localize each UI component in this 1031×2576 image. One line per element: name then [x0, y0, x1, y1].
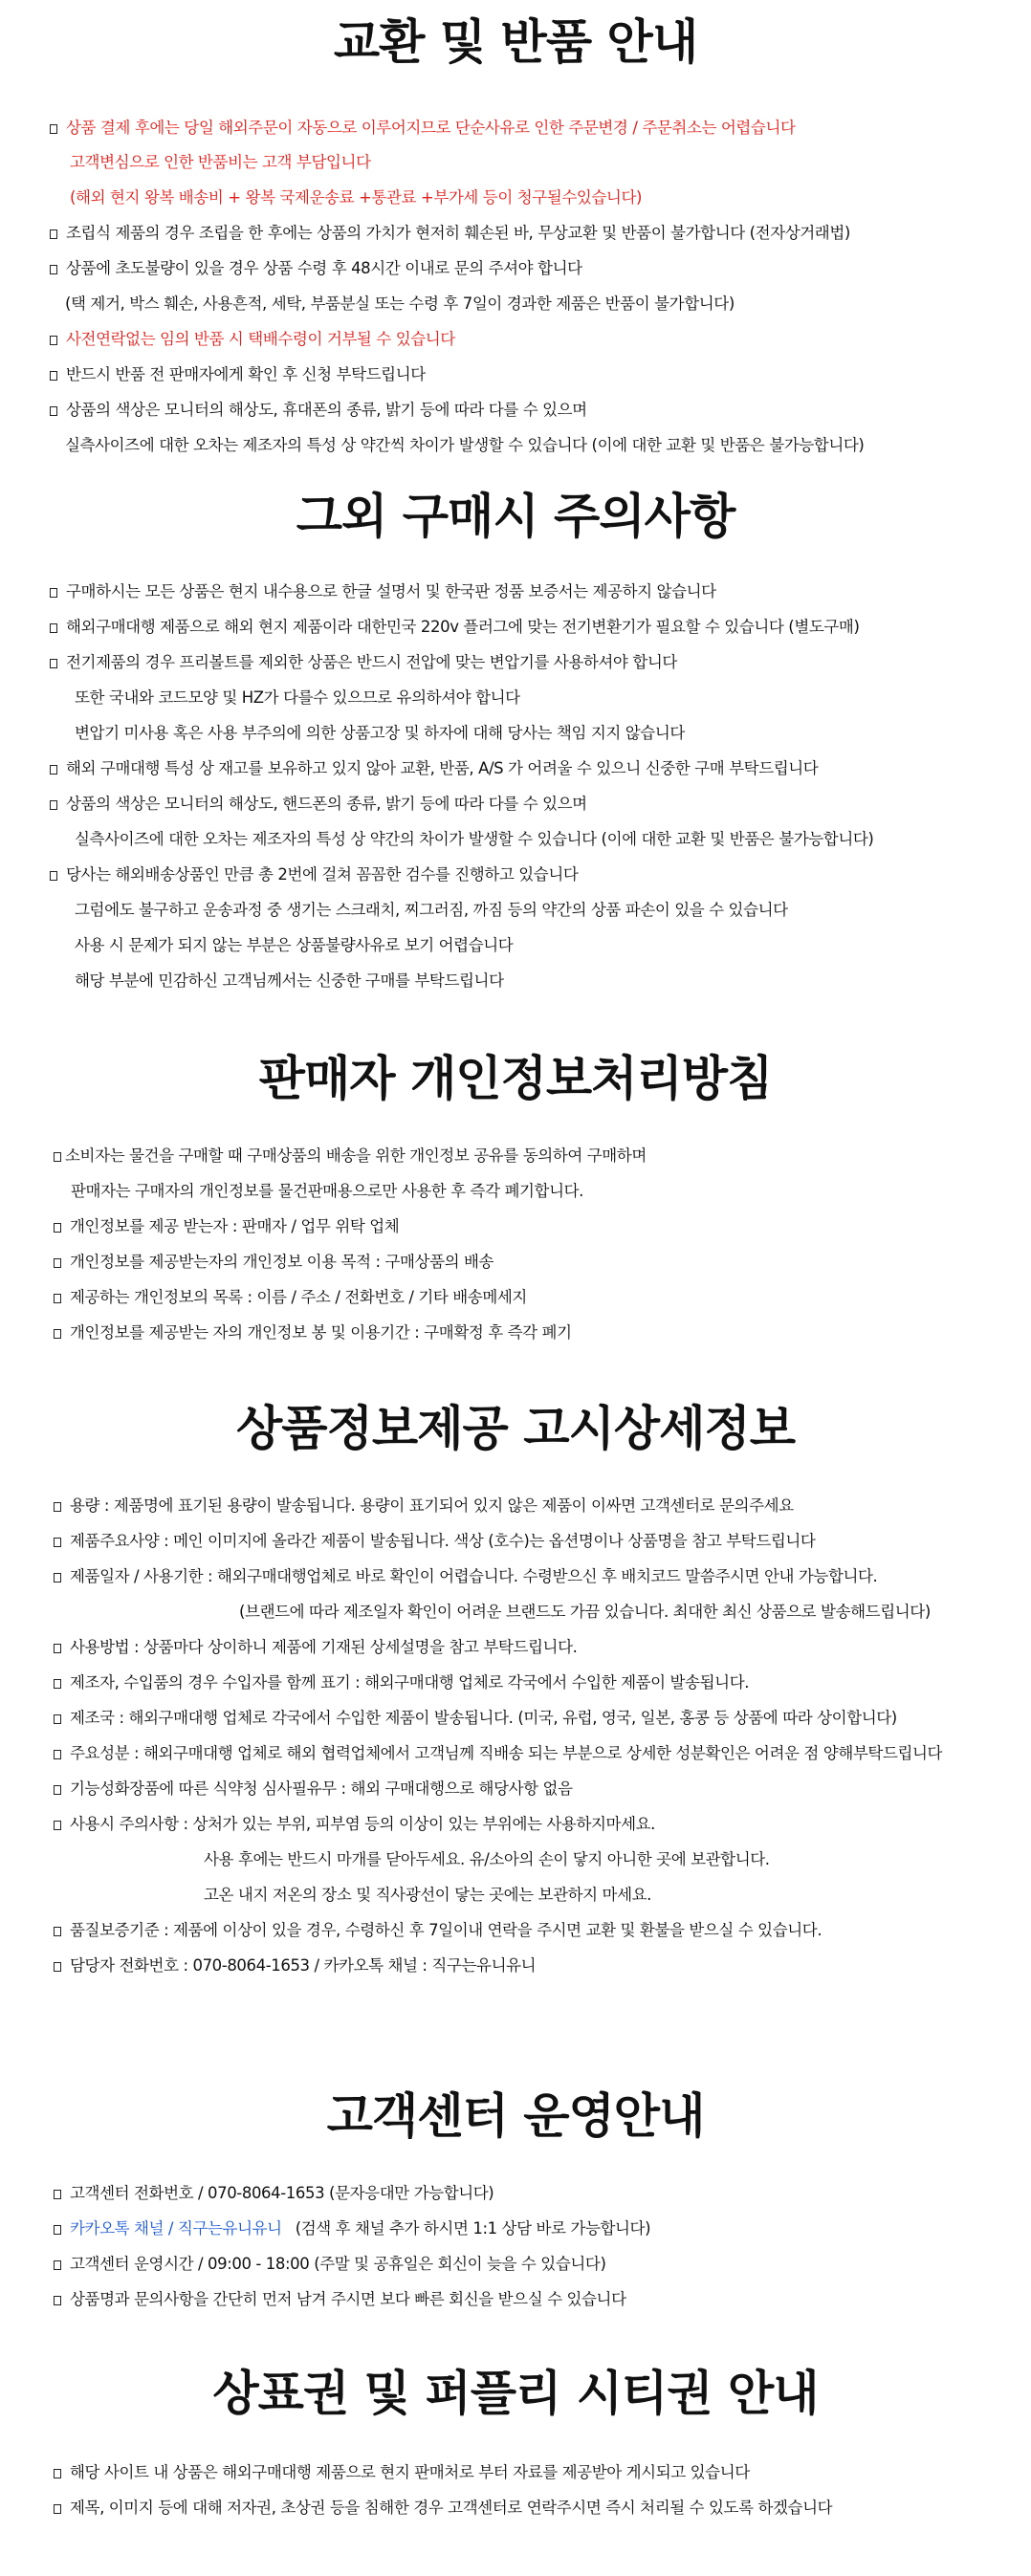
checkbox-bullet-icon [54, 1223, 61, 1233]
caution-item: 상품의 색상은 모니터의 해상도, 핸드폰의 종류, 밝기 등에 따라 다를 수 있으며 [50, 793, 587, 816]
kakao-channel-link[interactable]: 카카오톡 채널 / 직구는유니유니 [70, 2219, 282, 2238]
privacy-item: 개인정보를 제공받는자의 개인정보 이용 목적 : 구매상품의 배송 [54, 1251, 494, 1274]
checkbox-bullet-icon [54, 1927, 61, 1936]
caution-item: 해외 구매대행 특성 상 재고를 보유하고 있지 않아 교환, 반품, A/S 가 어려울 수 있으니 신중한 구매 부탁드립니다 [50, 757, 818, 780]
product-info-item: 제품일자 / 사용기한 : 해외구매대행업체로 바로 확인이 어렵습니다. 수령받으신 후 배치코드 말씀주시면 안내 가능합니다. [54, 1565, 877, 1588]
caution-item: 해외구매대행 제품으로 해외 현지 제품이라 대한민국 220v 플러그에 맞는 전기변환기가 필요할 수 있습니다 (별도구매) [50, 616, 860, 639]
checkbox-bullet-icon [54, 2296, 61, 2305]
product-info-item: 품질보증기준 : 제품에 이상이 있을 경우, 수령하신 후 7일이내 연락을 주시면 교환 및 환불을 받으실 수 있습니다. [54, 1919, 822, 1942]
checkbox-bullet-icon [50, 871, 57, 881]
checkbox-bullet-icon [54, 2225, 61, 2235]
caution-item: 사용 시 문제가 되지 않는 부분은 상품불량사유로 보기 어렵습니다 [75, 936, 514, 954]
privacy-item: 제공하는 개인정보의 목록 : 이름 / 주소 / 전화번호 / 기타 배송메세지 [54, 1286, 527, 1309]
caution-item: 해당 부분에 민감하신 고객님께서는 신중한 구매를 부탁드립니다 [75, 971, 504, 990]
product-info-item: 제품주요사양 : 메인 이미지에 올라간 제품이 발송됩니다. 색상 (호수)는 옵션명이나 상품명을 참고 부탁드립니다 [54, 1530, 815, 1553]
checkbox-bullet-icon [50, 800, 57, 810]
trademark-item: 제목, 이미지 등에 대해 저자권, 초상권 등을 침해한 경우 고객센터로 연락주시면 즉시 처리될 수 있도록 하겠습니다 [54, 2497, 832, 2520]
product-info-item: 사용방법 : 상품마다 상이하니 제품에 기재된 상세설명을 참고 부탁드립니다. [54, 1636, 577, 1659]
checkbox-bullet-icon [54, 1644, 61, 1653]
exchange-item: (택 제거, 박스 훼손, 사용흔적, 세탁, 부품분실 또는 수령 후 7일이 경과한 제품은 반품이 불가합니다) [65, 295, 735, 313]
checkbox-bullet-icon [50, 659, 57, 668]
checkbox-bullet-icon [50, 371, 57, 381]
caution-item: 전기제품의 경우 프리볼트를 제외한 상품은 반드시 전압에 맞는 변압기를 사용하셔야 합니다 [50, 651, 677, 674]
checkbox-bullet-icon [50, 229, 57, 239]
exchange-item: 상품의 색상은 모니터의 해상도, 휴대폰의 종류, 밝기 등에 따라 다를 수 있으며 [50, 399, 587, 422]
product-info-item: 고온 내지 저온의 장소 및 직사광선이 닿는 곳에는 보관하지 마세요. [204, 1886, 652, 1904]
checkbox-bullet-icon [54, 1573, 61, 1583]
checkbox-bullet-icon [50, 765, 57, 775]
product-info-item: 기능성화장품에 따른 식약청 심사필유무 : 해외 구매대행으로 해당사항 없음 [54, 1778, 573, 1801]
exchange-item: (해외 현지 왕복 배송비 + 왕복 국제운송료 +통관료 +부가세 등이 청구될수있습니다) [70, 188, 643, 207]
customer-center-item: 고객센터 운영시간 / 09:00 - 18:00 (주말 및 공휴일은 회신이 늦을 수 있습니다) [54, 2253, 606, 2276]
checkbox-bullet-icon [54, 1714, 61, 1724]
product-info-item: 사용시 주의사항 : 상처가 있는 부위, 피부염 등의 이상이 있는 부위에는 사용하지마세요. [54, 1813, 655, 1836]
exchange-item: 사전연락없는 임의 반품 시 택배수령이 거부될 수 있습니다 [50, 328, 455, 351]
checkbox-bullet-icon [50, 124, 57, 134]
checkbox-bullet-icon [50, 265, 57, 274]
exchange-title: 교환 및 반품 안내 [333, 14, 698, 70]
privacy-item: 판매자는 구매자의 개인정보를 물건판매용으로만 사용한 후 즉각 폐기합니다. [71, 1182, 584, 1200]
product-info-item: 용량 : 제품명에 표기된 용량이 발송됩니다. 용량이 표기되어 있지 않은 제품이 이싸면 고객센터로 문의주세요 [54, 1495, 794, 1517]
caution-title: 그외 구매시 주의사항 [296, 489, 735, 544]
exchange-item: 상품에 초도불량이 있을 경우 상품 수령 후 48시간 이내로 문의 주셔야 합니다 [50, 257, 582, 280]
checkbox-bullet-icon [50, 336, 57, 345]
trademark-item: 해당 사이트 내 상품은 해외구매대행 제품으로 현지 판매처로 부터 자료를 제공받아 게시되고 있습니다 [54, 2461, 750, 2484]
exchange-item: 고객변심으로 인한 반품비는 고객 부담입니다 [70, 153, 371, 171]
exchange-item: 실측사이즈에 대한 오차는 제조자의 특성 상 약간씩 차이가 발생할 수 있습니다 (이에 대한 교환 및 반품은 불가능합니다) [65, 436, 865, 454]
product-info-item: (브랜드에 따라 제조일자 확인이 어려운 브랜드도 가끔 있습니다. 최대한 최신 상품으로 발송해드립니다) [239, 1603, 931, 1621]
caution-item: 실측사이즈에 대한 오차는 제조자의 특성 상 약간의 차이가 발생할 수 있습니다 (이에 대한 교환 및 반품은 불가능합니다) [75, 830, 874, 848]
customer-center-item: 상품명과 문의사항을 간단히 먼저 남겨 주시면 보다 빠른 회신을 받으실 수 있습니다 [54, 2288, 626, 2311]
caution-item: 당사는 해외배송상품인 만큼 총 2번에 걸쳐 꼼꼼한 검수를 진행하고 있습니다 [50, 863, 578, 886]
customer-center-item: 고객센터 전화번호 / 070-8064-1653 (문자응대만 가능합니다) [54, 2182, 494, 2205]
checkbox-bullet-icon [54, 1152, 61, 1162]
caution-item: 또한 국내와 코드모양 및 HZ가 다를수 있으므로 유의하셔야 합니다 [75, 688, 520, 707]
product-info-item: 제조자, 수입품의 경우 수입자를 함께 표기 : 해외구매대행 업체로 각국에서 수입한 제품이 발송됩니다. [54, 1671, 749, 1694]
customer-center-item: 카카오톡 채널 / 직구는유니유니 (검색 후 채널 추가 하시면 1:1 상담 바로 가능합니다) [54, 2217, 650, 2240]
privacy-item: 개인정보를 제공받는 자의 개인정보 봉 및 이용기간 : 구매확정 후 즉각 폐기 [54, 1321, 572, 1344]
checkbox-bullet-icon [54, 2469, 61, 2478]
checkbox-bullet-icon [54, 2190, 61, 2199]
product-info-item: 사용 후에는 반드시 마개를 닫아두세요. 유/소아의 손이 닿지 아니한 곳에 보관합니다. [204, 1850, 770, 1868]
caution-item: 구매하시는 모든 상품은 현지 내수용으로 한글 설명서 및 한국판 정품 보증서는 제공하지 않습니다 [50, 580, 716, 603]
checkbox-bullet-icon [50, 588, 57, 598]
privacy-title: 판매자 개인정보처리방침 [258, 1051, 773, 1106]
checkbox-bullet-icon [54, 2504, 61, 2514]
checkbox-bullet-icon [54, 1538, 61, 1547]
checkbox-bullet-icon [54, 1750, 61, 1759]
privacy-item: 소비자는 물건을 구매할 때 구매상품의 배송을 위한 개인정보 공유를 동의하여 구매하며 [54, 1145, 647, 1168]
trademark-title: 상표권 및 퍼플리 시티권 안내 [212, 2366, 819, 2421]
privacy-item: 개인정보를 제공 받는자 : 판매자 / 업무 위탁 업체 [54, 1215, 399, 1238]
checkbox-bullet-icon [54, 1502, 61, 1512]
checkbox-bullet-icon [54, 2260, 61, 2270]
checkbox-bullet-icon [54, 1679, 61, 1689]
exchange-item: 조립식 제품의 경우 조립을 한 후에는 상품의 가치가 현저히 훼손된 바, 무상교환 및 반품이 불가합니다 (전자상거래법) [50, 222, 850, 245]
product-info-item: 주요성분 : 해외구매대행 업체로 해외 협력업체에서 고객님께 직배송 되는 부분으로 상세한 성분확인은 어려운 점 양해부탁드립니다 [54, 1742, 942, 1765]
caution-item: 변압기 미사용 혹은 사용 부주의에 의한 상품고장 및 하자에 대해 당사는 책임 지지 않습니다 [75, 724, 685, 742]
product-info-title: 상품정보제공 고시상세정보 [235, 1401, 795, 1456]
checkbox-bullet-icon [54, 1258, 61, 1268]
checkbox-bullet-icon [54, 1785, 61, 1795]
exchange-item: 반드시 반품 전 판매자에게 확인 후 신청 부탁드립니다 [50, 363, 426, 386]
exchange-item: 상품 결제 후에는 당일 해외주문이 자동으로 이루어지므로 단순사유로 인한 주문변경 / 주문취소는 어렵습니다 [50, 117, 796, 140]
checkbox-bullet-icon [54, 1294, 61, 1303]
product-info-item: 제조국 : 해외구매대행 업체로 각국에서 수입한 제품이 발송됩니다. (미국, 유럽, 영국, 일본, 홍콩 등 상품에 따라 상이합니다) [54, 1707, 897, 1730]
checkbox-bullet-icon [54, 1329, 61, 1339]
checkbox-bullet-icon [54, 1821, 61, 1830]
checkbox-bullet-icon [50, 623, 57, 633]
caution-item: 그럼에도 불구하고 운송과정 중 생기는 스크래치, 찌그러짐, 까짐 등의 약간의 상품 파손이 있을 수 있습니다 [75, 901, 788, 919]
checkbox-bullet-icon [50, 406, 57, 416]
product-info-item: 담당자 전화번호 : 070-8064-1653 / 카카오톡 채널 : 직구는유니유니 [54, 1954, 536, 1977]
checkbox-bullet-icon [54, 1962, 61, 1972]
customer-center-title: 고객센터 운영안내 [326, 2088, 705, 2144]
